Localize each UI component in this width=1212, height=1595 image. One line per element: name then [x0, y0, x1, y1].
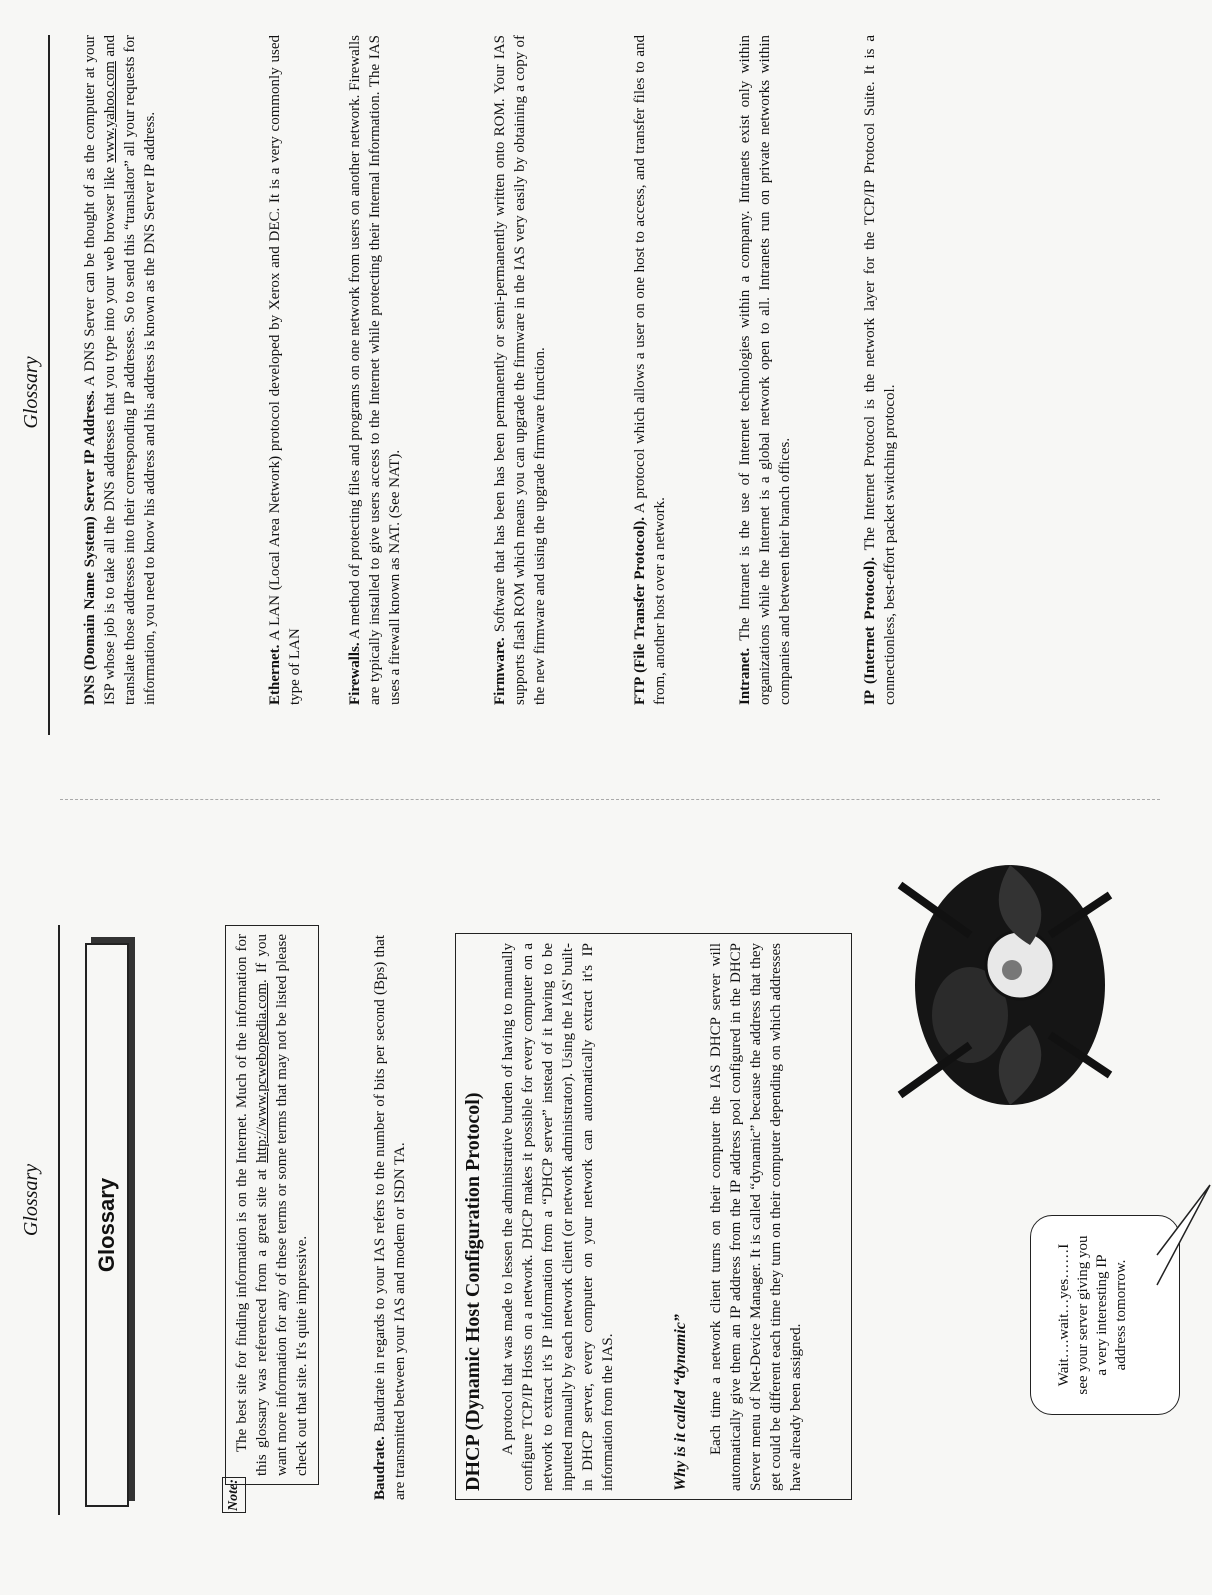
dynamic-paragraph: Each time a network client turns on their computer the IAS DHCP server will automatically give them an IP address from the IP address pool configured in the DHCP Server menu of Net-Device Manager. It is called “dynamic” because the address that they get could be different each time they turn on their computer depending on which addresses have already been assigned. — [708, 943, 804, 1491]
entry-text: A method of protecting files and programs on one network from users on another network. Firewalls are typically installed to give users access to the Internet while protecting their Internal Information. The IAS uses a firewall known as NAT. (See NAT). — [347, 35, 403, 705]
entry-text: A DNS Server can be thought of as the computer at your ISP whose job is to take all the DNS addresses that you type into your web browser like — [82, 35, 118, 705]
dynamic-subheading: Why is it called “dynamic” — [672, 1314, 689, 1491]
entry-text: and translate those addresses into their corresponding IP addresses. So to send this “translator” all your requests for information, you need to know his address and his address is known as the DNS Server IP address. — [102, 34, 158, 705]
dhcp-paragraph: A protocol that was made to lessen the administrative burden of having to manually configure TCP/IP Hosts on a network. DHCP makes it possible for every computer on a network to extract it's IP information from a “DHCP server” instead of it having to be inputted manually by each network client (or network administrator). Using the IAS' built-in DHCP server, every computer on your network can automatically extract it's IP information from the IAS. — [500, 943, 616, 1491]
glossary-title-box — [85, 943, 129, 1507]
page-title: Glossary — [94, 1177, 119, 1273]
note-tag: Note: — [222, 1477, 246, 1513]
entry-term: IP (Internet Protocol). — [862, 557, 878, 705]
entry-text: The Intranet is the use of Internet technologies within a company. Intranets exist only within organizations while the Internet is a global network open to all. Intranets run on private networks within companies and between their branch offices. — [737, 35, 793, 705]
page-fold — [60, 799, 1160, 800]
bubble-line: Wait….wait…yes……I — [1056, 1243, 1072, 1387]
baudrate-term: Baudrate. — [372, 1436, 388, 1500]
bubble-line: see your server giving you — [1075, 1235, 1091, 1395]
entry-text: A protocol which allows a user on one host to access, and transfer files to and from, another host over a network. — [632, 35, 668, 705]
header-rule-right — [48, 35, 50, 735]
dhcp-heading: DHCP (Dynamic Host Configuration Protocol) — [462, 1092, 484, 1491]
entry-term: Ethernet. — [267, 644, 283, 705]
header-rule-left — [58, 925, 60, 1515]
glossary-entry-ftp — [630, 35, 670, 705]
entry-link[interactable]: www.yahoo.com — [102, 61, 118, 163]
baudrate-text: Baudrate in regards to your IAS refers to the number of bits per second (Bps) that are transmitted between your IAS and modem or ISDN TA. — [372, 935, 408, 1500]
entry-term: Firewalls. — [347, 642, 363, 705]
entry-term: DNS (Domain Name System) Server IP Address. — [82, 390, 98, 705]
glossary-entry-intranet — [735, 35, 795, 705]
bubble-line: a very interesting IP — [1094, 1254, 1110, 1376]
speech-bubble-tail — [1155, 1175, 1212, 1295]
right-page — [0, 0, 1212, 785]
fortune-teller-cartoon — [860, 835, 1140, 1135]
baudrate-entry — [370, 935, 410, 1500]
entry-term: Intranet. — [737, 647, 753, 705]
entry-term: FTP (File Transfer Protocol). — [632, 516, 648, 705]
glossary-entry-firewalls — [345, 35, 405, 705]
entry-text: The Internet Protocol is the network layer for the TCP/IP Protocol Suite. It is a connectionless, best-effort packet switching protocol. — [862, 34, 898, 705]
glossary-entry-firmware — [490, 35, 550, 705]
glossary-entry-ip — [860, 35, 900, 705]
glossary-entry-ethernet — [265, 35, 305, 705]
bubble-line: address tomorrow. — [1113, 1259, 1129, 1371]
note-link[interactable]: http://www.pcwebopedia.com — [254, 983, 270, 1163]
entry-text: A LAN (Local Area Network) protocol developed by Xerox and DEC. It is a very commonly used type of LAN — [267, 35, 303, 705]
running-head-right: Glossary — [20, 356, 42, 429]
note-text-tail: . If you want more information for any of these terms or some terms that may not be listed please check out that site. It's quite impressive. — [254, 933, 310, 1476]
note-text: The best site for finding information is on the Internet. Much of the information for this glossary was referenced from a great site at — [234, 934, 270, 1476]
entry-text: Software that has been has been permanently or semi-permanently written onto ROM. Your IAS supports flash ROM which means you can upgrade the firmware in the IAS very easily by obtaining a copy of the new firmware and using the upgrade firmware function. — [492, 34, 548, 705]
dhcp-box — [455, 933, 852, 1500]
running-head-left: Glossary — [20, 1163, 42, 1237]
note-box — [225, 925, 319, 1485]
glossary-entry-dns — [80, 35, 160, 705]
entry-term: Firmware. — [492, 637, 508, 705]
left-page — [0, 805, 1212, 1595]
